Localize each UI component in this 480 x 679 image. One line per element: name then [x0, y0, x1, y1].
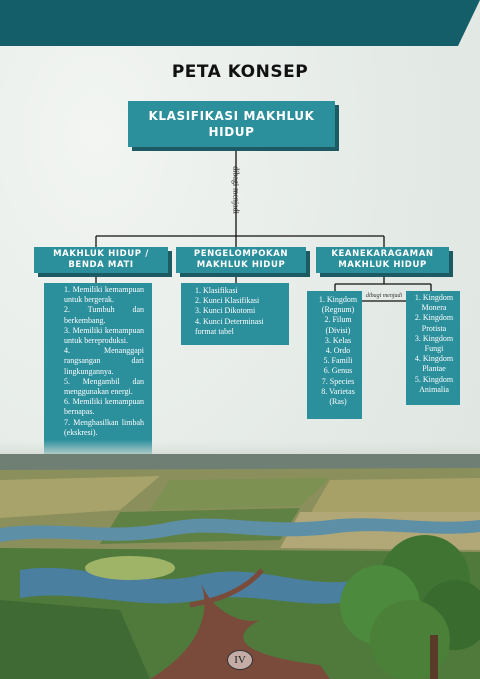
- list-item: 4. Kunci Determinasi format tabel: [195, 316, 264, 336]
- branch-2-line-1: PENGELOMPOKAN: [193, 249, 289, 259]
- branch-diversity-header: [316, 247, 449, 273]
- list-item: 3. Kunci Dikotomi: [195, 306, 256, 316]
- page-number: IV: [227, 650, 253, 670]
- branch-grouping-header: [176, 247, 306, 273]
- list-item: 6. Genus: [323, 366, 353, 376]
- list-item: 3. Kelas: [324, 335, 352, 345]
- root-line-2: HIDUP: [208, 125, 255, 139]
- landscape-illustration: [0, 440, 480, 679]
- branch-3-line-1: KEANEKARAGAMAN: [331, 249, 434, 259]
- list-item: 5. Famili: [323, 356, 353, 366]
- list-item: 1. Memiliki kemampuan untuk bergerak.: [64, 285, 144, 305]
- divided-into-sub-label: dibagi menjadi: [366, 293, 403, 299]
- branch-1-line-2: BENDA MATI: [68, 260, 134, 270]
- list-item: 1. Kingdom Monera: [414, 293, 454, 313]
- list-item: 3. Kingdom Fungi: [414, 333, 454, 354]
- list-item: 5. Mengambil dan menggunakan energi.: [64, 376, 144, 397]
- branch-1-line-1: MAKHLUK HIDUP /: [53, 249, 149, 259]
- list-item: 3. Memiliki kemampuan untuk bereproduksi.: [64, 325, 144, 346]
- kingdoms-list-box: [406, 291, 460, 405]
- list-item: 2. Filum (Divisi): [324, 315, 352, 335]
- list-item: 5. Kingdom Animalia: [414, 374, 454, 394]
- list-item: 4. Kingdom Plantae: [414, 354, 454, 374]
- list-item: 2. Kunci Klasifikasi: [195, 296, 260, 306]
- list-item: 2. Kingdom Protista: [414, 313, 454, 333]
- divided-into-label: dibagi menjadi: [231, 166, 241, 214]
- grouping-list-box: [181, 283, 289, 345]
- list-item: 1. Klasifikasi: [195, 286, 238, 295]
- list-item: 6. Memiliki kemampuan bernapas.: [64, 397, 144, 417]
- root-concept-box: [128, 101, 335, 147]
- taxonomy-levels-list-box: [307, 291, 362, 419]
- list-item: 2. Tumbuh dan berkembang.: [64, 305, 144, 325]
- list-item: 8. Varietas (Ras): [321, 386, 355, 407]
- branch-living-things-header: [34, 247, 168, 273]
- page-title: PETA KONSEP: [171, 62, 309, 82]
- branch-2-line-2: MAKHLUK HIDUP: [196, 260, 286, 270]
- list-item: 4. Menanggapi rangsangan dari lingkungannya.: [64, 346, 144, 376]
- list-item: 7. Species: [321, 376, 355, 386]
- root-line-1: KLASIFIKASI MAKHLUK: [148, 109, 315, 123]
- list-item: 7. Menghasilkan limbah (ekskresi).: [64, 417, 144, 437]
- characteristics-list-box: [44, 283, 152, 461]
- branch-3-line-2: MAKHLUK HIDUP: [338, 260, 427, 270]
- list-item: 1. Kingdom (Regnum): [318, 295, 358, 315]
- list-item: 4. Ordo: [325, 346, 351, 356]
